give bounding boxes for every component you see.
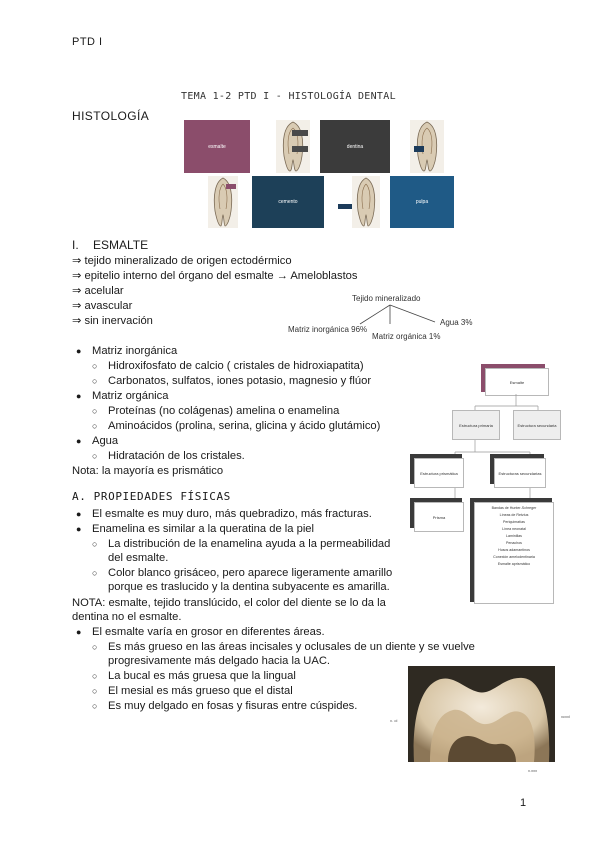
- list-item: Es muy delgado en fosas y fisuras entre cúspides.: [108, 700, 358, 712]
- org-level3-left: Estructura prismática: [414, 458, 464, 488]
- org-leaf-item: Conexión amelodentinaria: [493, 555, 535, 559]
- arrow-icon: [292, 146, 308, 152]
- composition-root: Tejido mineralizado: [352, 294, 421, 303]
- list-item: Proteínas (no colágenas) amelina o enamelina: [108, 405, 340, 417]
- org-leaf-right: [474, 502, 554, 604]
- list-item: Enamelina es similar a la queratina de la piel: [92, 523, 315, 535]
- list-item-cont: progresivamente más delgado hacia la UAC.: [108, 655, 331, 667]
- list-item: Matriz inorgánica: [92, 345, 178, 357]
- list-item: El esmalte es muy duro, más quebradizo, más fracturas.: [92, 508, 372, 520]
- org-leaf-item: Línea neonatal: [502, 527, 526, 531]
- box-cemento: cemento: [252, 176, 324, 228]
- list-item-cont: porque es traslucido y la dentina subyacente es amarilla.: [108, 581, 390, 593]
- org-level3-right: Estructuras secundarias: [494, 458, 546, 488]
- list-item: La distribución de la enamelina ayuda a la permeabilidad: [108, 538, 391, 550]
- subsection-heading: A. PROPIEDADES FÍSICAS: [72, 490, 231, 503]
- arrow-icon: [338, 204, 352, 209]
- bullet-circle: ○: [92, 451, 98, 461]
- org-leaf-item: Líneas de Retzius: [499, 513, 529, 517]
- bullet-dot: ●: [76, 627, 82, 637]
- bullet-circle: ○: [92, 701, 98, 711]
- list-item: Es más grueso en las áreas incisales y oclusales de un diente y se vuelve: [108, 641, 475, 653]
- list-item: Color blanco grisáceo, pero aparece ligeramente amarillo: [108, 567, 393, 579]
- bullet-line: ⇒ acelular: [72, 285, 124, 297]
- bullet-dot: ●: [76, 436, 82, 446]
- box-dentina: dentina: [320, 120, 390, 173]
- list-item: Agua: [92, 435, 119, 447]
- section-heading: ESMALTE: [93, 238, 149, 252]
- list-item: Hidroxifosfato de calcio ( cristales de hidroxiapatita): [108, 360, 364, 372]
- bullet-circle: ○: [92, 421, 98, 431]
- note-line: NOTA: esmalte, tejido translúcido, el color del diente se lo da la: [72, 597, 386, 609]
- org-leaf-item: Penachos: [506, 541, 522, 545]
- header-label: PTD I: [72, 36, 103, 48]
- bullet-circle: ○: [92, 406, 98, 416]
- org-root: Esmalte: [485, 368, 549, 396]
- list-item: El mesial es más grueso que el distal: [108, 685, 293, 697]
- photo-label-right: xcxxl: [561, 714, 570, 719]
- bullet-line: ⇒ sin inervación: [72, 315, 153, 327]
- org-leaf-item: Esmalte aprismático: [497, 562, 531, 566]
- list-item: Carbonatos, sulfatos, iones potasio, magnesio y flúor: [108, 375, 372, 387]
- note-line: Nota: la mayoría es prismático: [72, 465, 224, 477]
- bullet-circle: ○: [92, 568, 98, 578]
- page-number: 1: [520, 797, 527, 809]
- org-level2-right: Estructura secundaria: [513, 410, 561, 440]
- bullet-circle: ○: [92, 376, 98, 386]
- org-leaf-item: Husos adamantinos: [498, 548, 530, 552]
- tooth-image-4: [352, 176, 380, 228]
- bullet-circle: ○: [92, 361, 98, 371]
- org-leaf-item: Bandas de Hunter-Schreger: [491, 506, 537, 510]
- arrow-icon: [292, 130, 308, 136]
- bullet-circle: ○: [92, 686, 98, 696]
- composition-left: Matriz inorgánica 96%: [288, 325, 368, 334]
- list-item: Hidratación de los cristales.: [108, 450, 245, 462]
- bullet-dot: ●: [76, 524, 82, 534]
- note-line: dentina no el esmalte.: [72, 611, 182, 623]
- arrow-icon: [226, 184, 236, 189]
- bullet-line: ⇒ tejido mineralizado de origen ectodérmico: [72, 255, 292, 267]
- bullet-circle: ○: [92, 539, 98, 549]
- org-leaf-item: Periquimatías: [503, 520, 525, 524]
- photo-label-left: x. ol: [390, 718, 398, 723]
- page-title: TEMA 1-2 PTD I - HISTOLOGÍA DENTAL: [181, 91, 396, 102]
- list-item: La bucal es más gruesa que la lingual: [108, 670, 296, 682]
- org-leaf-left: Prisma: [414, 502, 464, 532]
- list-item-cont: del esmalte.: [108, 552, 169, 564]
- box-esmalte: esmalte: [184, 120, 250, 173]
- composition-middle: Matriz orgánica 1%: [372, 332, 441, 341]
- bullet-circle: ○: [92, 642, 98, 652]
- bullet-dot: ●: [76, 509, 82, 519]
- arrow-icon: [414, 146, 424, 152]
- bullet-line: ⇒ epitelio interno del órgano del esmalte → Ameloblastos: [72, 270, 358, 282]
- section-title: HISTOLOGÍA: [72, 109, 150, 123]
- list-item: Matriz orgánica: [92, 390, 169, 402]
- section-heading-num: I.: [72, 238, 79, 252]
- list-item: Aminoácidos (prolina, serina, glicina y ácido glutámico): [108, 420, 381, 432]
- bullet-line: ⇒ avascular: [72, 300, 133, 312]
- org-leaf-item: Laminillas: [506, 534, 522, 538]
- bullet-circle: ○: [92, 671, 98, 681]
- org-level2-left: Estructura primaria: [452, 410, 500, 440]
- composition-right: Agua 3%: [440, 318, 473, 327]
- bullet-dot: ●: [76, 346, 82, 356]
- list-item: El esmalte varía en grosor en diferentes áreas.: [92, 626, 325, 638]
- bullet-dot: ●: [76, 391, 82, 401]
- tooth-section-photo: [408, 666, 555, 762]
- photo-label-bottom: x.xxx: [528, 768, 538, 773]
- box-pulpa: pulpa: [390, 176, 454, 228]
